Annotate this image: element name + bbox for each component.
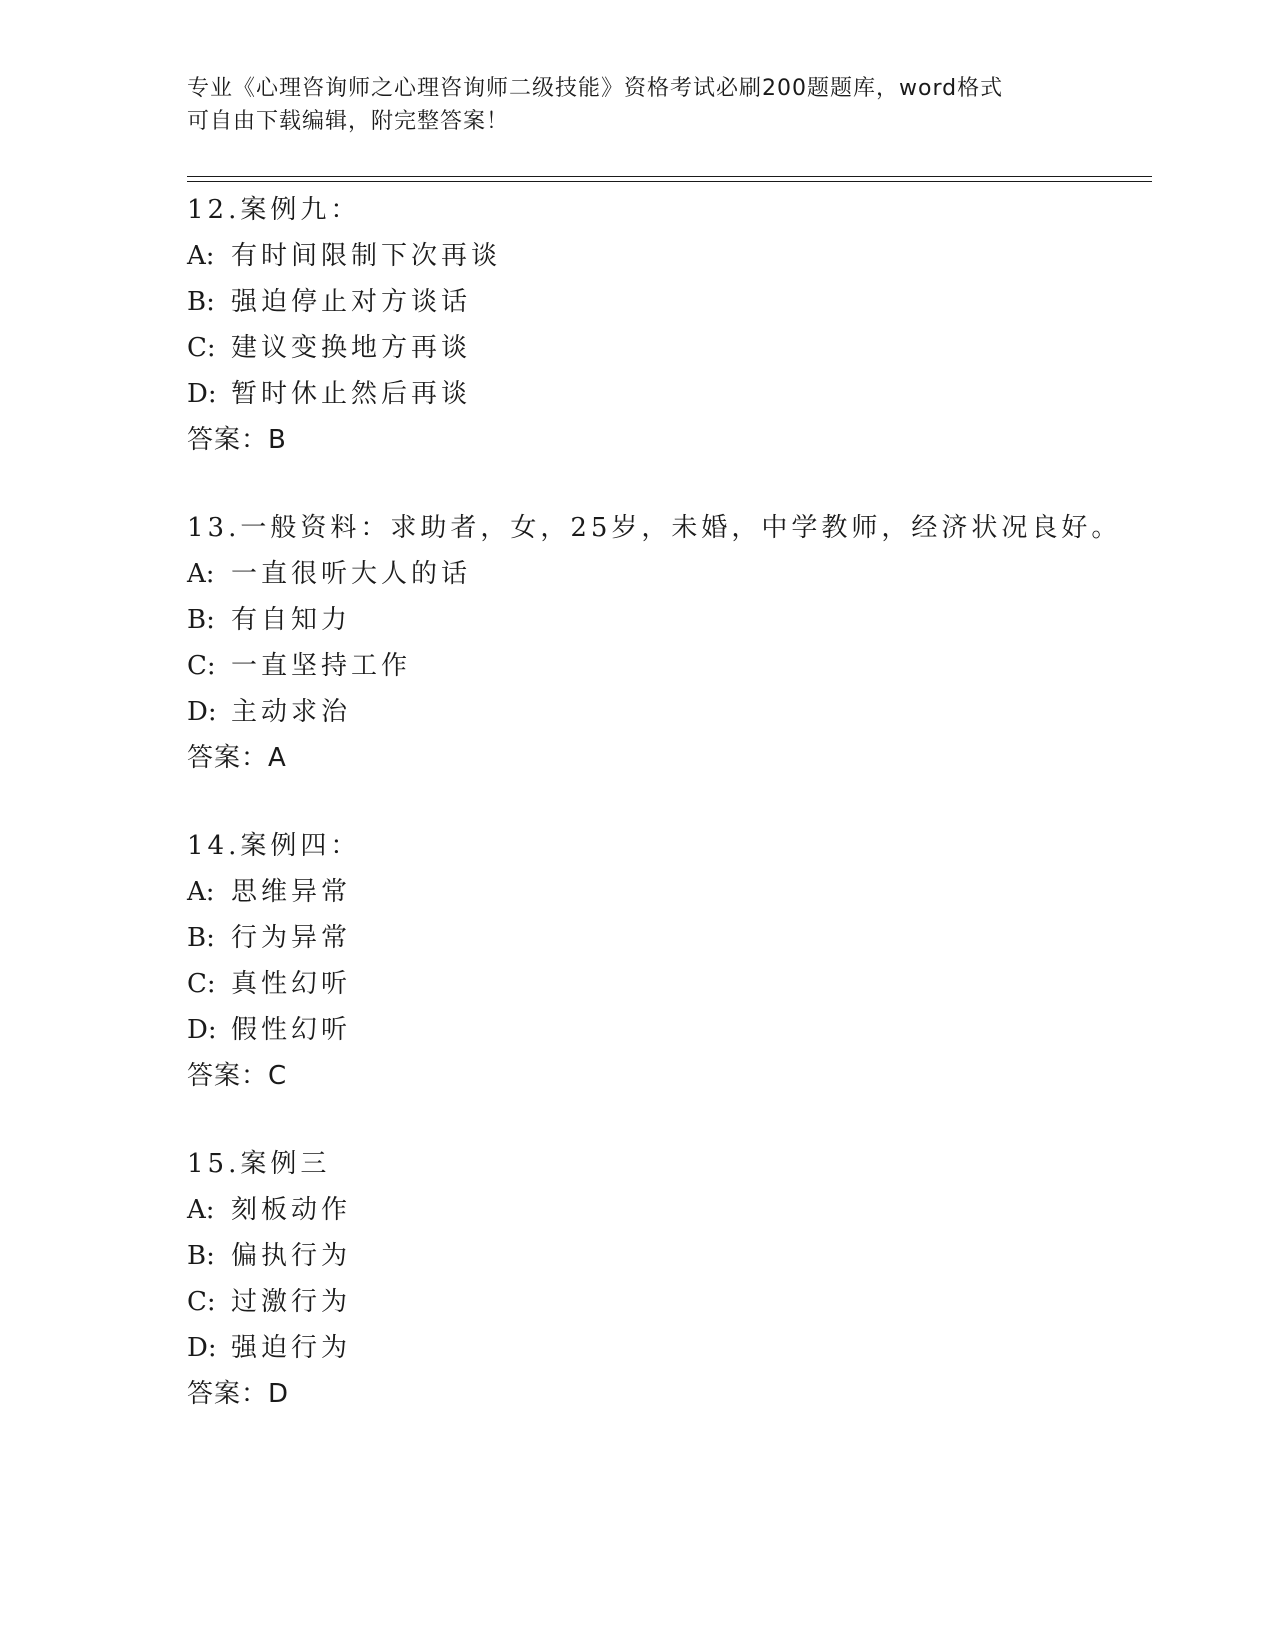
question-14 (187, 823, 1147, 1099)
answer-line: 答案：B (187, 425, 287, 455)
header-line-1: 专业《心理咨询师之心理咨询师二级技能》资格考试必刷200题题库，word格式 (187, 76, 1004, 101)
question-12 (187, 187, 1147, 463)
option-letter: C: (187, 1287, 216, 1317)
option-a (187, 869, 1147, 915)
option-d (187, 689, 1147, 735)
option-text: 强迫停止对方谈话 (231, 287, 472, 317)
option-text: 偏执行为 (231, 1241, 352, 1271)
question-stem: 15.案例三 (187, 1149, 331, 1179)
option-letter: C: (187, 333, 216, 363)
option-d (187, 1325, 1147, 1371)
option-text: 刻板动作 (231, 1195, 352, 1225)
option-letter: B: (187, 1241, 215, 1271)
option-text: 假性幻听 (231, 1015, 352, 1045)
answer-line: 答案：C (187, 1061, 288, 1091)
option-b (187, 279, 1147, 325)
option-text: 思维异常 (231, 877, 352, 907)
question-list (187, 187, 1147, 1459)
option-d (187, 1007, 1147, 1053)
option-text: 有时间限制下次再谈 (231, 241, 502, 271)
answer-line: 答案：D (187, 1379, 290, 1409)
option-a (187, 233, 1147, 279)
option-b (187, 915, 1147, 961)
option-text: 一直很听大人的话 (231, 559, 472, 589)
option-text: 暂时休止然后再谈 (231, 379, 472, 409)
option-b (187, 1233, 1147, 1279)
option-text: 行为异常 (231, 923, 352, 953)
option-letter: A: (187, 1195, 215, 1225)
option-letter: B: (187, 287, 215, 317)
header-line-2: 可自由下载编辑，附完整答案！ (187, 109, 510, 134)
option-a (187, 551, 1147, 597)
option-c (187, 325, 1147, 371)
option-text: 主动求治 (231, 697, 352, 727)
question-stem: 13.一般资料：求助者，女，25岁，未婚，中学教师，经济状况良好。 (187, 513, 1122, 543)
option-c (187, 961, 1147, 1007)
option-letter: D: (187, 379, 217, 409)
option-letter: D: (187, 697, 217, 727)
option-text: 一直坚持工作 (231, 651, 412, 681)
option-d (187, 371, 1147, 417)
option-text: 建议变换地方再谈 (231, 333, 472, 363)
option-letter: C: (187, 651, 216, 681)
option-text: 过激行为 (231, 1287, 352, 1317)
option-letter: A: (187, 559, 215, 589)
option-text: 有自知力 (231, 605, 352, 635)
option-letter: A: (187, 877, 215, 907)
question-13 (187, 505, 1147, 781)
option-b (187, 597, 1147, 643)
question-15 (187, 1141, 1147, 1417)
header-divider-bottom (187, 181, 1152, 182)
option-letter: B: (187, 923, 215, 953)
option-a (187, 1187, 1147, 1233)
option-letter: D: (187, 1333, 217, 1363)
answer-line: 答案：A (187, 743, 287, 773)
option-c (187, 643, 1147, 689)
document-header (187, 72, 1087, 138)
question-stem: 14.案例四： (187, 831, 361, 861)
question-stem: 12.案例九： (187, 195, 361, 225)
option-letter: D: (187, 1015, 217, 1045)
header-divider-top (187, 176, 1152, 177)
option-letter: B: (187, 605, 215, 635)
option-letter: C: (187, 969, 216, 999)
option-text: 强迫行为 (231, 1333, 352, 1363)
option-c (187, 1279, 1147, 1325)
option-letter: A: (187, 241, 215, 271)
option-text: 真性幻听 (231, 969, 352, 999)
